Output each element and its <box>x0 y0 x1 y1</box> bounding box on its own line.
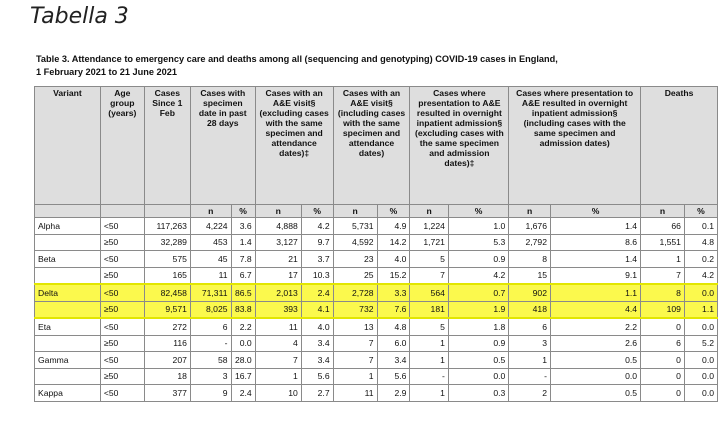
cell-age-group: <50 <box>100 385 144 402</box>
cell-cases-28-n: 71,311 <box>190 284 231 301</box>
cell-overnight-excl-n: 5 <box>410 318 448 335</box>
cell-overnight-incl-pct: 1.4 <box>551 251 641 268</box>
cell-cases-28-pct: 3.6 <box>231 218 255 235</box>
cell-variant: Alpha <box>35 218 101 235</box>
cell-variant: Beta <box>35 251 101 268</box>
cell-cases: 575 <box>144 251 190 268</box>
cell-variant: Eta <box>35 318 101 335</box>
cell-age-group: <50 <box>100 218 144 235</box>
cell-deaths-pct: 0.0 <box>684 352 717 369</box>
cell-cases: 32,289 <box>144 234 190 251</box>
cell-deaths-n: 0 <box>641 385 685 402</box>
cell-deaths-pct: 0.1 <box>684 218 717 235</box>
cell-ae-incl-n: 7 <box>333 352 377 369</box>
cell-cases-28-n: 11 <box>190 267 231 284</box>
cell-age-group: ≥50 <box>100 368 144 385</box>
cell-age-group: <50 <box>100 284 144 301</box>
cell-ae-incl-n: 25 <box>333 267 377 284</box>
cell-ae-incl-pct: 14.2 <box>377 234 410 251</box>
cell-ae-incl-pct: 3.4 <box>377 352 410 369</box>
cell-variant <box>35 368 101 385</box>
cell-deaths-n: 0 <box>641 368 685 385</box>
cell-cases: 165 <box>144 267 190 284</box>
table-row <box>35 368 718 385</box>
cell-overnight-incl-pct: 2.2 <box>551 318 641 335</box>
cell-cases-28-n: 45 <box>190 251 231 268</box>
cell-cases-28-n: 9 <box>190 385 231 402</box>
cell-ae-excl-pct: 3.4 <box>301 352 333 369</box>
cell-deaths-pct: 0.2 <box>684 251 717 268</box>
caption-line-1: Table 3. Attendance to emergency care and deaths among all (sequencing and genotyping) COVID-19 cases in England, <box>36 54 558 64</box>
table-row <box>35 218 718 235</box>
cell-ae-incl-pct: 3.3 <box>377 284 410 301</box>
cell-overnight-incl-n: 2 <box>509 385 551 402</box>
cell-ae-excl-n: 11 <box>255 318 301 335</box>
cell-overnight-incl-pct: 0.0 <box>551 368 641 385</box>
sub-pct: % <box>231 205 255 218</box>
cell-overnight-incl-pct: 9.1 <box>551 267 641 284</box>
table-row <box>35 318 718 335</box>
cell-overnight-incl-pct: 0.5 <box>551 352 641 369</box>
cell-cases: 116 <box>144 335 190 352</box>
cell-overnight-incl-pct: 8.6 <box>551 234 641 251</box>
cell-overnight-incl-pct: 2.6 <box>551 335 641 352</box>
cell-overnight-incl-n: 1 <box>509 352 551 369</box>
cell-deaths-n: 1,551 <box>641 234 685 251</box>
sub-n: n <box>190 205 231 218</box>
table-row <box>35 335 718 352</box>
cell-cases-28-n: 4,224 <box>190 218 231 235</box>
cell-overnight-incl-n: 8 <box>509 251 551 268</box>
cell-ae-excl-n: 1 <box>255 368 301 385</box>
cell-overnight-excl-n: 1,224 <box>410 218 448 235</box>
cell-ae-excl-pct: 3.7 <box>301 251 333 268</box>
cell-ae-incl-pct: 15.2 <box>377 267 410 284</box>
cell-ae-excl-pct: 4.1 <box>301 301 333 318</box>
cell-overnight-incl-n: 902 <box>509 284 551 301</box>
sub-n: n <box>333 205 377 218</box>
table-row <box>35 385 718 402</box>
col-deaths: Deaths <box>641 87 718 205</box>
cell-deaths-n: 109 <box>641 301 685 318</box>
cell-overnight-incl-pct: 0.5 <box>551 385 641 402</box>
cell-overnight-excl-pct: 0.7 <box>448 284 508 301</box>
cell-overnight-excl-pct: 0.3 <box>448 385 508 402</box>
cell-deaths-pct: 4.2 <box>684 267 717 284</box>
cell-age-group: <50 <box>100 352 144 369</box>
cell-ae-excl-pct: 3.4 <box>301 335 333 352</box>
cell-cases: 207 <box>144 352 190 369</box>
table-row <box>35 284 718 301</box>
table-row <box>35 234 718 251</box>
cell-ae-excl-pct: 5.6 <box>301 368 333 385</box>
cell-age-group: <50 <box>100 318 144 335</box>
cell-ae-excl-pct: 9.7 <box>301 234 333 251</box>
sub-pct: % <box>551 205 641 218</box>
cell-variant <box>35 335 101 352</box>
cell-overnight-incl-pct: 1.4 <box>551 218 641 235</box>
covid-variant-table <box>34 86 718 402</box>
cell-overnight-excl-n: 564 <box>410 284 448 301</box>
cell-variant: Delta <box>35 284 101 301</box>
cell-overnight-excl-n: 1,721 <box>410 234 448 251</box>
cell-age-group: ≥50 <box>100 301 144 318</box>
table-row <box>35 251 718 268</box>
cell-overnight-incl-n: 6 <box>509 318 551 335</box>
cell-deaths-pct: 5.2 <box>684 335 717 352</box>
sub-pct: % <box>301 205 333 218</box>
cell-cases-28-n: 3 <box>190 368 231 385</box>
cell-overnight-incl-n: 1,676 <box>509 218 551 235</box>
cell-overnight-excl-pct: 0.0 <box>448 368 508 385</box>
cell-age-group: ≥50 <box>100 335 144 352</box>
cell-overnight-excl-n: 1 <box>410 335 448 352</box>
header-row <box>35 87 718 205</box>
cell-cases-28-pct: 0.0 <box>231 335 255 352</box>
cell-cases-28-pct: 2.4 <box>231 385 255 402</box>
cell-overnight-incl-pct: 1.1 <box>551 284 641 301</box>
cell-overnight-excl-n: - <box>410 368 448 385</box>
cell-ae-excl-pct: 2.4 <box>301 284 333 301</box>
cell-ae-incl-n: 5,731 <box>333 218 377 235</box>
cell-overnight-excl-pct: 4.2 <box>448 267 508 284</box>
cell-ae-incl-pct: 5.6 <box>377 368 410 385</box>
cell-deaths-n: 0 <box>641 318 685 335</box>
cell-cases: 9,571 <box>144 301 190 318</box>
cell-ae-incl-n: 11 <box>333 385 377 402</box>
cell-variant <box>35 234 101 251</box>
cell-cases-28-n: 8,025 <box>190 301 231 318</box>
cell-cases-28-n: 58 <box>190 352 231 369</box>
col-variant: Variant <box>35 87 101 205</box>
cell-cases: 18 <box>144 368 190 385</box>
cell-age-group: ≥50 <box>100 267 144 284</box>
cell-deaths-n: 66 <box>641 218 685 235</box>
cell-overnight-excl-pct: 1.8 <box>448 318 508 335</box>
sub-n: n <box>255 205 301 218</box>
cell-ae-incl-pct: 4.0 <box>377 251 410 268</box>
cell-overnight-incl-n: 3 <box>509 335 551 352</box>
cell-ae-incl-n: 7 <box>333 335 377 352</box>
sub-n: n <box>509 205 551 218</box>
cell-deaths-n: 8 <box>641 284 685 301</box>
sub-pct: % <box>377 205 410 218</box>
cell-variant <box>35 301 101 318</box>
cell-ae-excl-n: 17 <box>255 267 301 284</box>
col-overnight-excluding: Cases where presentation to A&E resulted in overnight inpatient admission§ (excluding cases with the same specimen and admission dates)‡ <box>410 87 509 205</box>
cell-overnight-incl-n: 418 <box>509 301 551 318</box>
cell-ae-incl-pct: 4.9 <box>377 218 410 235</box>
cell-cases-28-pct: 6.7 <box>231 267 255 284</box>
sub-n: n <box>641 205 685 218</box>
cell-overnight-excl-n: 181 <box>410 301 448 318</box>
cell-age-group: ≥50 <box>100 234 144 251</box>
cell-overnight-excl-pct: 0.9 <box>448 251 508 268</box>
cell-deaths-pct: 0.0 <box>684 318 717 335</box>
col-age-group: Age group (years) <box>100 87 144 205</box>
cell-deaths-pct: 0.0 <box>684 368 717 385</box>
cell-ae-incl-pct: 2.9 <box>377 385 410 402</box>
cell-ae-incl-pct: 7.6 <box>377 301 410 318</box>
cell-cases-28-pct: 7.8 <box>231 251 255 268</box>
page-heading: Tabella 3 <box>30 4 129 29</box>
cell-variant: Kappa <box>35 385 101 402</box>
cell-cases-28-pct: 1.4 <box>231 234 255 251</box>
cell-ae-incl-n: 1 <box>333 368 377 385</box>
cell-cases: 82,458 <box>144 284 190 301</box>
cell-deaths-n: 0 <box>641 352 685 369</box>
cell-age-group: <50 <box>100 251 144 268</box>
cell-cases: 377 <box>144 385 190 402</box>
cell-deaths-n: 7 <box>641 267 685 284</box>
cell-overnight-excl-n: 7 <box>410 267 448 284</box>
table-body <box>35 218 718 402</box>
table-row <box>35 301 718 318</box>
cell-overnight-incl-n: - <box>509 368 551 385</box>
table-caption <box>36 53 716 79</box>
cell-ae-incl-n: 2,728 <box>333 284 377 301</box>
cell-ae-excl-n: 10 <box>255 385 301 402</box>
cell-ae-incl-pct: 6.0 <box>377 335 410 352</box>
cell-ae-excl-n: 4 <box>255 335 301 352</box>
cell-ae-excl-pct: 4.0 <box>301 318 333 335</box>
cell-ae-excl-n: 3,127 <box>255 234 301 251</box>
cell-ae-excl-pct: 2.7 <box>301 385 333 402</box>
cell-variant <box>35 267 101 284</box>
cell-ae-incl-n: 13 <box>333 318 377 335</box>
cell-cases-28-pct: 28.0 <box>231 352 255 369</box>
col-cases-since: Cases Since 1 Feb <box>144 87 190 205</box>
cell-cases-28-pct: 86.5 <box>231 284 255 301</box>
cell-deaths-n: 1 <box>641 251 685 268</box>
cell-ae-excl-n: 21 <box>255 251 301 268</box>
cell-cases: 117,263 <box>144 218 190 235</box>
col-overnight-including: Cases where presentation to A&E resulted in overnight inpatient admission§ (including cases with the same specimen and admission dates) <box>509 87 641 205</box>
cell-ae-incl-n: 732 <box>333 301 377 318</box>
table-row <box>35 267 718 284</box>
cell-ae-incl-n: 23 <box>333 251 377 268</box>
cell-cases-28-pct: 16.7 <box>231 368 255 385</box>
cell-cases-28-pct: 83.8 <box>231 301 255 318</box>
cell-cases-28-pct: 2.2 <box>231 318 255 335</box>
subheader-row <box>35 205 718 218</box>
table-row <box>35 352 718 369</box>
caption-line-2: 1 February 2021 to 21 June 2021 <box>36 67 177 77</box>
cell-overnight-incl-n: 2,792 <box>509 234 551 251</box>
cell-cases-28-n: - <box>190 335 231 352</box>
cell-deaths-pct: 0.0 <box>684 385 717 402</box>
cell-ae-excl-pct: 10.3 <box>301 267 333 284</box>
cell-cases-28-n: 453 <box>190 234 231 251</box>
col-ae-including: Cases with an A&E visit§ (including cases with the same specimen and attendance dates) <box>333 87 410 205</box>
cell-overnight-incl-pct: 4.4 <box>551 301 641 318</box>
cell-ae-incl-pct: 4.8 <box>377 318 410 335</box>
cell-overnight-incl-n: 15 <box>509 267 551 284</box>
sub-pct: % <box>448 205 508 218</box>
cell-ae-excl-n: 4,888 <box>255 218 301 235</box>
col-ae-excluding: Cases with an A&E visit§ (excluding cases with the same specimen and attendance dates)‡ <box>255 87 333 205</box>
cell-overnight-excl-pct: 5.3 <box>448 234 508 251</box>
cell-deaths-pct: 4.8 <box>684 234 717 251</box>
cell-ae-incl-n: 4,592 <box>333 234 377 251</box>
cell-overnight-excl-pct: 0.9 <box>448 335 508 352</box>
cell-cases: 272 <box>144 318 190 335</box>
sub-pct: % <box>684 205 717 218</box>
cell-deaths-pct: 1.1 <box>684 301 717 318</box>
cell-ae-excl-n: 7 <box>255 352 301 369</box>
sub-n: n <box>410 205 448 218</box>
cell-overnight-excl-pct: 0.5 <box>448 352 508 369</box>
cell-ae-excl-n: 393 <box>255 301 301 318</box>
cell-ae-excl-n: 2,013 <box>255 284 301 301</box>
cell-overnight-excl-pct: 1.0 <box>448 218 508 235</box>
cell-variant: Gamma <box>35 352 101 369</box>
cell-deaths-n: 6 <box>641 335 685 352</box>
col-cases-28-days: Cases with specimen date in past 28 days <box>190 87 255 205</box>
cell-ae-excl-pct: 4.2 <box>301 218 333 235</box>
cell-cases-28-n: 6 <box>190 318 231 335</box>
cell-overnight-excl-n: 1 <box>410 352 448 369</box>
cell-deaths-pct: 0.0 <box>684 284 717 301</box>
cell-overnight-excl-n: 1 <box>410 385 448 402</box>
cell-overnight-excl-pct: 1.9 <box>448 301 508 318</box>
cell-overnight-excl-n: 5 <box>410 251 448 268</box>
